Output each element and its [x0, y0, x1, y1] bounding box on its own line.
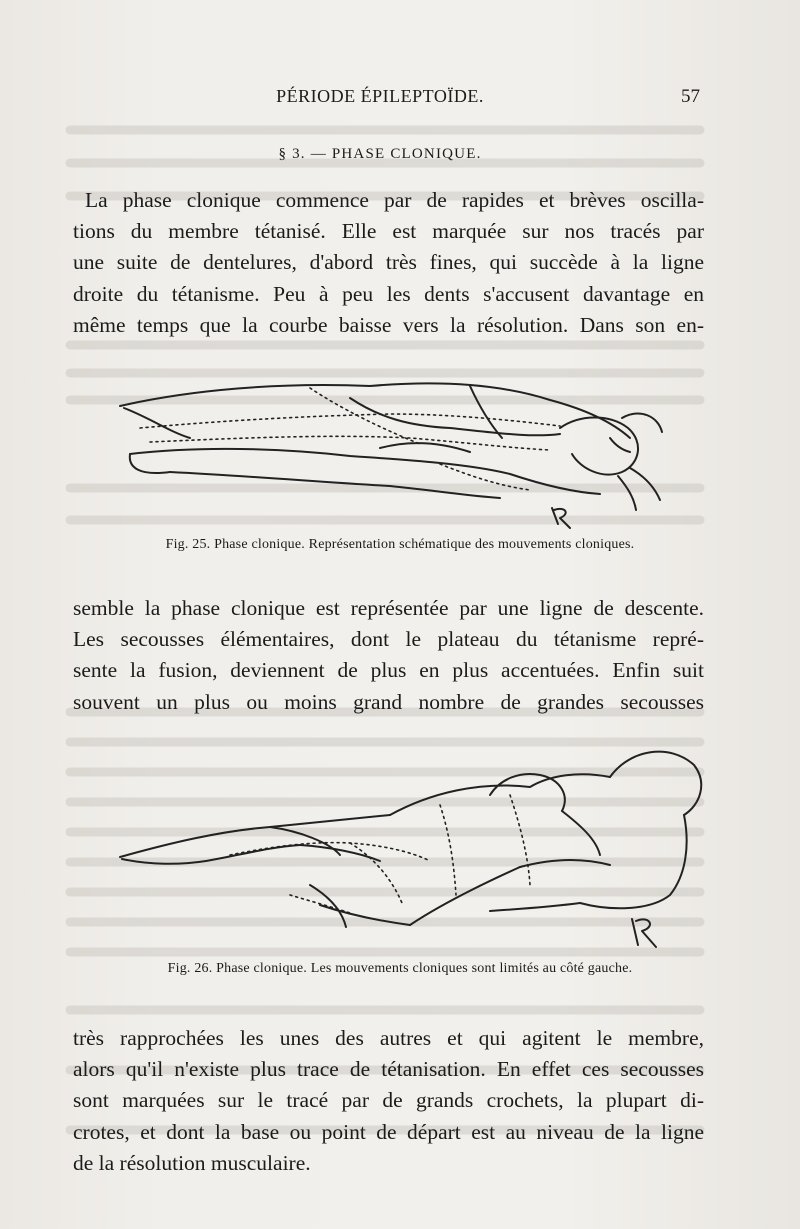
paragraph-1	[73, 185, 704, 341]
text-line: même temps que la courbe baisse vers la résolution. Dans son en-	[73, 312, 704, 337]
figure-25-illustration	[110, 368, 670, 538]
running-head: PÉRIODE ÉPILEPTOÏDE.	[276, 86, 484, 106]
text-line: alors qu'il n'existe plus trace de tétanisation. En effet ces secousses	[73, 1057, 704, 1082]
text-line: droite du tétanisme. Peu à peu les dents s'accusent davantage en	[73, 281, 704, 306]
text-line: souvent un plus ou moins grand nombre de grandes secousses	[73, 689, 704, 714]
paragraph-3	[73, 1023, 704, 1179]
page-header	[60, 86, 700, 112]
text-line: une suite de dentelures, d'abord très fines, qui succède à la ligne	[73, 250, 704, 275]
text-line: tions du membre tétanisé. Elle est marquée sur nos tracés par	[73, 219, 704, 244]
page-number: 57	[681, 86, 700, 107]
figure-26-illustration	[110, 735, 710, 960]
text-line: de la résolution musculaire.	[73, 1150, 311, 1175]
text-line: La phase clonique commence par de rapides et brèves oscilla-	[85, 188, 704, 212]
reclining-figure-drawing	[110, 735, 710, 960]
figure-26-caption: Fig. 26. Phase clonique. Les mouvements cloniques sont limités au côté gauche.	[167, 961, 633, 976]
text-line: semble la phase clonique est représentée par une ligne de descente.	[73, 596, 704, 620]
text-line: Les secousses élémentaires, dont le plateau du tétanisme repré-	[73, 627, 704, 652]
text-line: très rapprochées les unes des autres et qui agitent le membre,	[73, 1026, 704, 1050]
reclining-figure-drawing	[110, 368, 670, 538]
paragraph-2	[73, 593, 704, 718]
text-line: crotes, et dont la base ou point de départ est au niveau de la ligne	[73, 1119, 704, 1144]
text-line: sont marquées sur le tracé par de grands crochets, la plupart di-	[73, 1088, 704, 1113]
text-line: sente la fusion, deviennent de plus en plus accentuées. Enfin suit	[73, 658, 704, 683]
figure-25-caption: Fig. 25. Phase clonique. Représentation schématique des mouvements cloniques.	[165, 537, 635, 552]
section-heading: § 3. — PHASE CLONIQUE.	[278, 146, 482, 162]
